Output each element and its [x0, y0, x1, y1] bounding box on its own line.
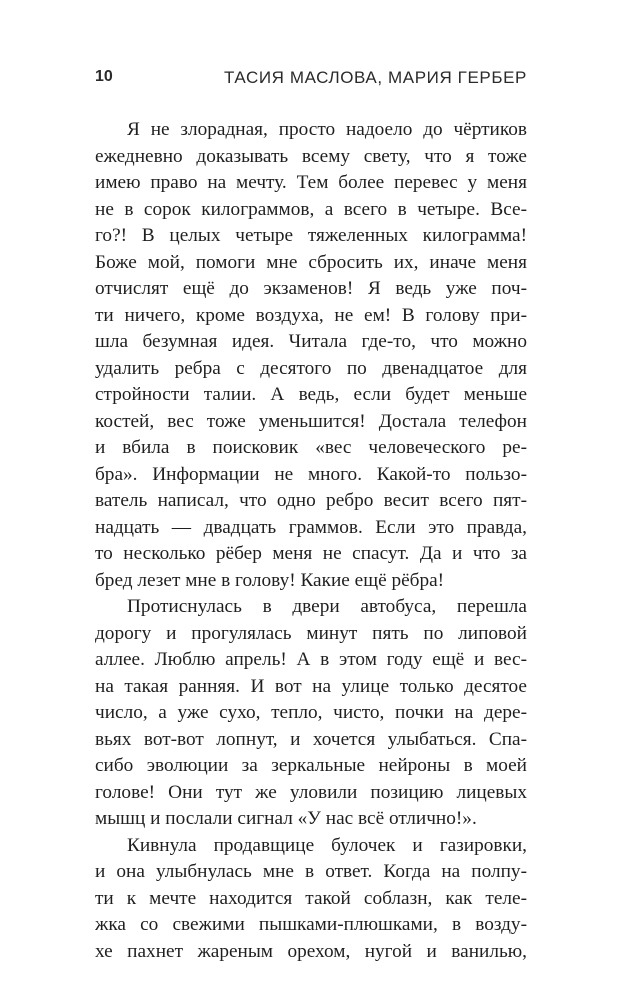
text-line: аллее. Люблю апрель! А в этом году ещё и вес- — [95, 649, 527, 670]
text-line: Протиснулась в двери автобуса, перешла — [127, 596, 527, 617]
text-line: вьях вот-вот лопнут, и хочется улыбаться. Спа- — [95, 728, 527, 750]
paragraph-1 — [95, 117, 527, 594]
text-line: Боже мой, помоги мне сбросить их, иначе меня — [95, 251, 527, 273]
text-line: ти ничего, кроме воздуха, не ем! В голову при- — [95, 304, 527, 326]
running-head — [95, 68, 527, 90]
text-line: сибо эволюции за зеркальные нейроны в моей — [95, 755, 527, 776]
text-line: не в сорок килограммов, а всего в четыре. Все- — [95, 198, 527, 220]
text-line: го?! В целых четыре тяжеленных килограмма! — [95, 225, 527, 246]
text-line: стройности талии. А ведь, если будет меньше — [95, 384, 527, 405]
text-line: хе пахнет жареным орехом, нугой и ванилью, — [95, 940, 527, 962]
text-line: отчислят ещё до экзаменов! Я ведь уже поч- — [95, 278, 527, 299]
paragraph-2 — [95, 594, 527, 833]
text-line: шла безумная идея. Читала где-то, что можно — [95, 331, 527, 352]
text-line: бра». Информации не много. Какой-то пользо- — [95, 463, 527, 485]
text-line: жка со свежими пышками-плюшками, в возду- — [95, 914, 527, 935]
paragraph-3 — [95, 833, 527, 966]
text-line: дорогу и прогулялась минут пять по липовой — [95, 622, 527, 644]
text-line: ватель написал, что одно ребро весит всего пят- — [95, 490, 527, 511]
text-line: ти к мечте находится такой соблазн, как теле- — [95, 887, 527, 909]
text-line: бред лезет мне в голову! Какие ещё рёбра! — [95, 569, 445, 591]
text-line: имею право на мечту. Тем более перевес у меня — [95, 172, 527, 193]
text-line: костей, вес тоже уменьшится! Достала телефон — [95, 410, 527, 432]
body-text — [95, 117, 527, 965]
text-line: голове! Они тут же уловили позицию лицевых — [95, 781, 527, 803]
text-line: Кивнула продавщице булочек и газировки, — [127, 834, 527, 856]
text-line: надцать — двадцать граммов. Если это правда, — [95, 516, 527, 538]
text-line: и она улыбнулась мне в ответ. Когда на полпу- — [95, 861, 527, 882]
page-number: 10 — [95, 68, 113, 85]
text-line: удалить ребра с десятого по двенадцатое для — [95, 357, 527, 379]
running-head-authors: ТАСИЯ МАСЛОВА, МАРИЯ ГЕРБЕР — [223, 68, 527, 87]
text-line: мышц и послали сигнал «У нас всё отлично!». — [95, 808, 477, 829]
text-line: Я не злорадная, просто надоело до чёртиков — [127, 119, 527, 140]
text-line: ежедневно доказывать всему свету, что я тоже — [95, 145, 527, 167]
text-line: то несколько рёбер меня не спасут. Да и что за — [95, 543, 527, 564]
text-line: число, а уже сухо, тепло, чисто, почки на дере- — [95, 702, 527, 723]
text-line: на такая ранняя. И вот на улице только десятое — [95, 675, 527, 697]
text-line: и вбила в поисковик «вес человеческого ре- — [95, 437, 527, 458]
